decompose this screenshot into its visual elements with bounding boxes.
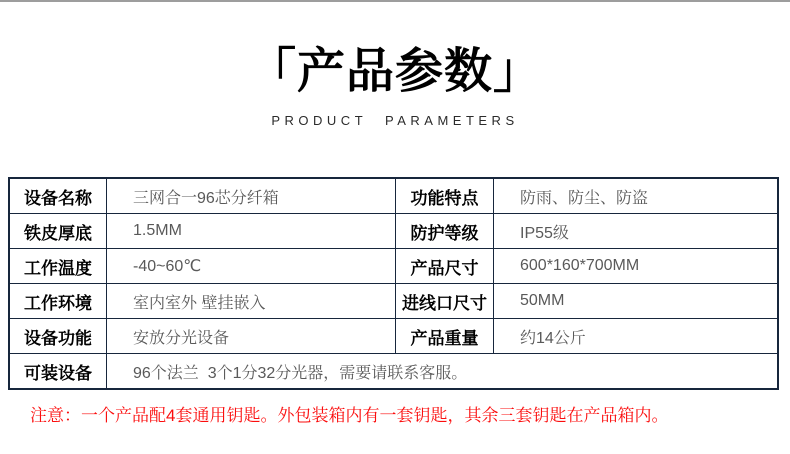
spec-value-protection-rating: IP55级	[494, 214, 777, 248]
spec-label-inlet-size: 进线口尺寸	[396, 284, 493, 318]
spec-label-product-size: 产品尺寸	[396, 249, 493, 283]
spec-value-features: 防雨、防尘、防盗	[494, 179, 777, 213]
spec-value-working-environment: 室内室外 壁挂嵌入	[107, 284, 395, 318]
spec-value-device-name: 三网合一96芯分纤箱	[107, 179, 395, 213]
spec-value-installable-equipment: 96个法兰 3个1分32分光器，需要请联系客服。	[107, 354, 777, 388]
spec-value-device-function: 安放分光设备	[107, 319, 395, 353]
spec-label-protection-rating: 防护等级	[396, 214, 493, 248]
spec-value-product-weight: 约14公斤	[494, 319, 777, 353]
top-divider-line	[0, 0, 790, 2]
spec-value-product-size: 600*160*700MM	[494, 249, 777, 283]
page-title: 「产品参数」	[247, 45, 542, 98]
spec-label-working-temperature: 工作温度	[10, 249, 106, 283]
spec-label-working-environment: 工作环境	[10, 284, 106, 318]
product-parameters-table	[8, 177, 779, 390]
warning-note: 注意：一个产品配4套通用钥匙。外包装箱内有一套钥匙，其余三套钥匙在产品箱内。	[30, 406, 669, 425]
spec-label-installable-equipment: 可装设备	[10, 354, 106, 388]
spec-value-working-temperature: -40~60℃	[107, 249, 395, 283]
spec-label-device-function: 设备功能	[10, 319, 106, 353]
spec-label-sheet-thickness: 铁皮厚底	[10, 214, 106, 248]
spec-value-inlet-size: 50MM	[494, 284, 777, 318]
spec-value-sheet-thickness: 1.5MM	[107, 214, 395, 248]
spec-label-features: 功能特点	[396, 179, 493, 213]
spec-label-product-weight: 产品重量	[396, 319, 493, 353]
page-subtitle: PRODUCT PARAMETERS	[271, 113, 519, 128]
spec-label-device-name: 设备名称	[10, 179, 106, 213]
